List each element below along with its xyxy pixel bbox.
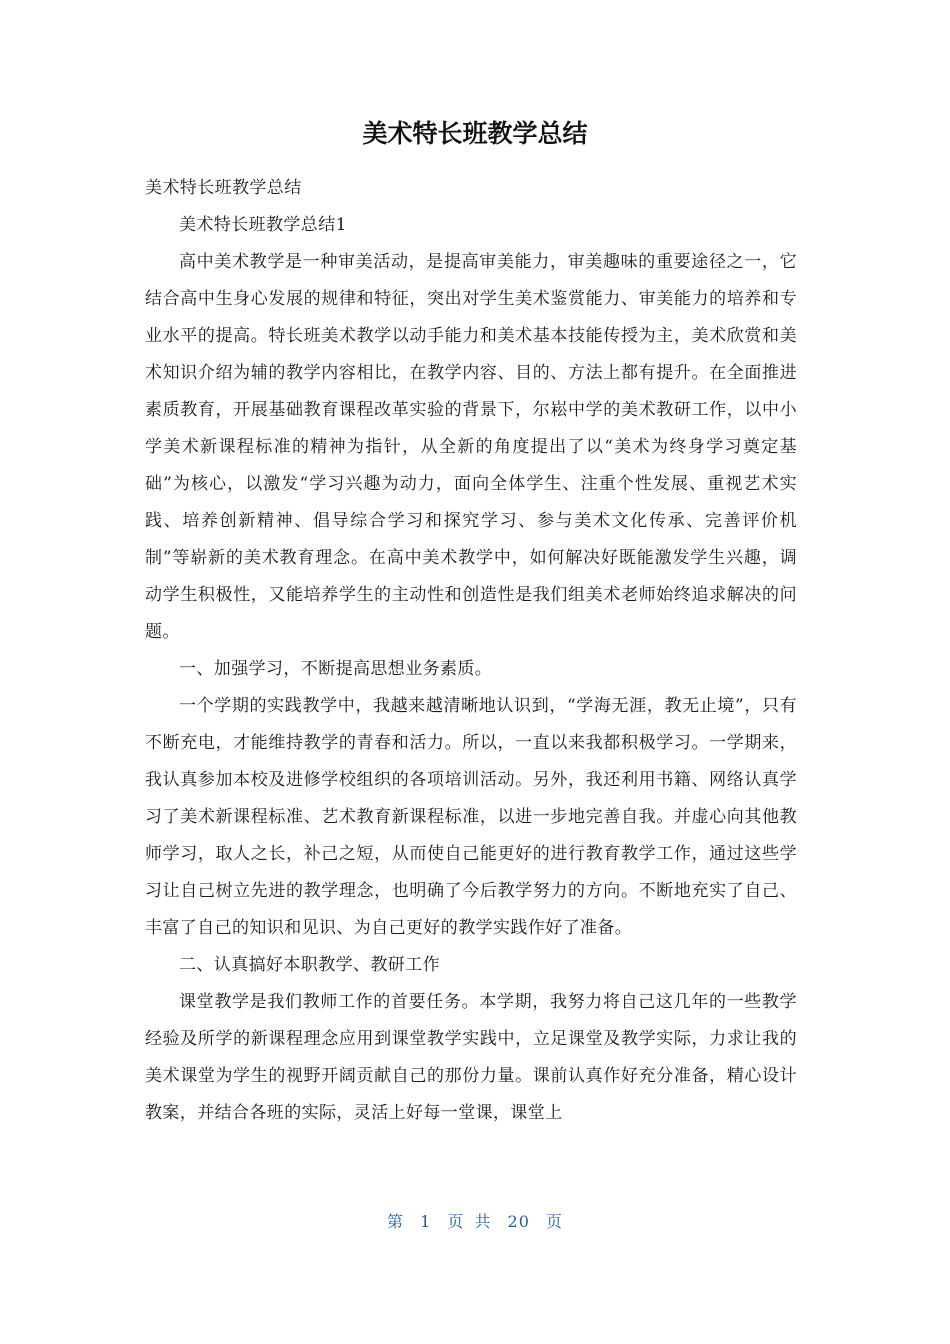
footer-page-label: 第 [387,1212,405,1231]
document-title: 美术特长班教学总结 [362,119,588,148]
footer-page-word: 页 [447,1212,465,1231]
paragraph-heading-2: 二、认真搞好本职教学、教研工作 [179,955,440,975]
paragraph-intro: 高中美术教学是一种审美活动，是提高审美能力，审美趣味的重要途径之一，它结合高中生身心发展的规律和特征，突出对学生美术鉴赏能力、审美能力的培养和专业水平的提高。特长班美术教学以动手能力和美术基本技能传授为主，美术欣赏和美术知识介绍为辅的教学内容相比，在教学内容、目的、方法上都有提升。在全面推进素质教育，开展基础教育课程改革实验的背景下，尔崧中学的美术教研工作，以中小学美术新课程标准的精神为指针，从全新的角度提出了以“美术为终身学习奠定基础”为核心，以激发“学习兴趣为动力，面向全体学生、注重个性发展、重视艺术实践、培养创新精神、倡导综合学习和探究学习、参与美术文化传承、完善评价机制”等崭新的美术教育理念。在高中美术教学中，如何解决好既能激发学生兴趣，调动学生积极性，又能培养学生的主动性和创造性是我们组美术老师始终追求解决的问题。 [145,252,797,642]
paragraph-subtitle: 美术特长班教学总结 [145,178,302,198]
footer-current-page: 1 [420,1212,432,1231]
footer-total-word: 页 [545,1212,563,1231]
footer-total-pages: 20 [507,1212,530,1231]
paragraph-section-heading: 美术特长班教学总结1 [179,215,347,235]
paragraph-learning: 一个学期的实践教学中，我越来越清晰地认识到，“学海无涯，教无止境”，只有不断充电，才能维持教学的青春和活力。所以，一直以来我都积极学习。一学期来，我认真参加本校及进修学校组织的各项培训活动。另外，我还利用书籍、网络认真学习了美术新课程标准、艺术教育新课程标准，以进一步地完善自我。并虚心向其他教师学习，取人之长，补己之短，从而使自己能更好的进行教育教学工作，通过这些学习让自己树立先进的教学理念，也明确了今后教学努力的方向。不断地充实了自己、丰富了自己的知识和见识、为自己更好的教学实践作好了准备。 [145,696,797,938]
page-footer [0,1210,950,1234]
paragraph-heading-1: 一、加强学习，不断提高思想业务素质。 [179,659,493,679]
footer-total-label: 共 [474,1212,492,1231]
paragraph-teaching: 课堂教学是我们教师工作的首要任务。本学期，我努力将自己这几年的一些教学经验及所学的新课程理念应用到课堂教学实践中，立足课堂及教学实际，力求让我的美术课堂为学生的视野开阔贡献自己的那份力量。课前认真作好充分准备，精心设计教案，并结合各班的实际，灵活上好每一堂课，课堂上 [145,992,797,1123]
document-body [145,170,797,1132]
